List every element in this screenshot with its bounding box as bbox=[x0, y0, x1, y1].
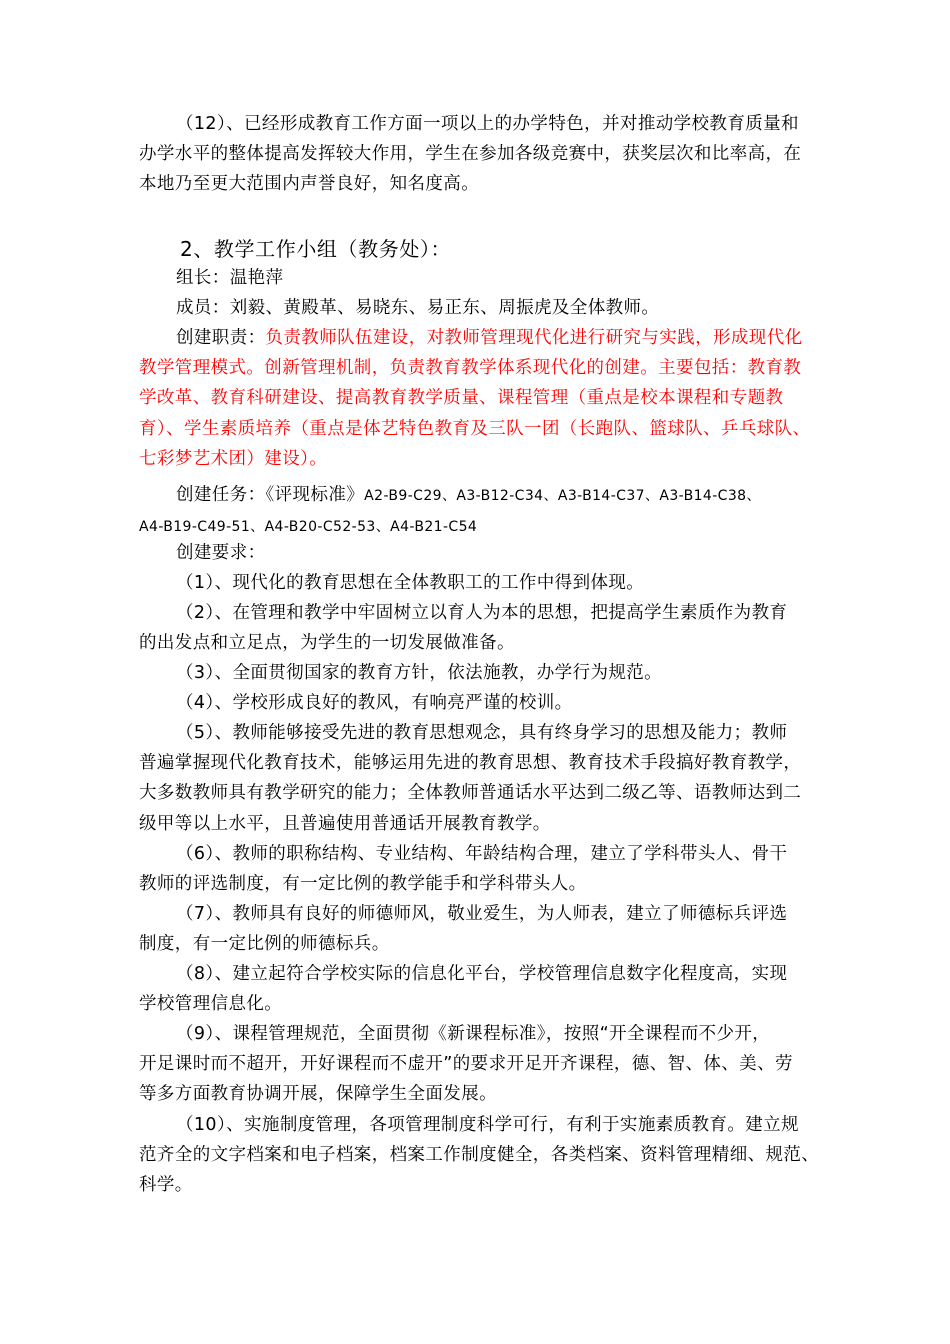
duties-line-1 bbox=[176, 326, 803, 350]
tasks-label: 创建任务：《评现标准》 bbox=[176, 485, 365, 505]
req-10-line-1: （10）、实施制度管理，各项管理制度科学可行，有利于实施素质教育。建立规 bbox=[176, 1115, 799, 1135]
req-10-line-2: 范齐全的文字档案和电子档案，档案工作制度健全，各类档案、资料管理精细、规范、 bbox=[139, 1145, 820, 1165]
section-heading: 2、教学工作小组（教务处）： bbox=[180, 237, 452, 261]
duties-line-5: 七彩梦艺术团）建设）。 bbox=[139, 449, 328, 469]
group-members: 成员：刘毅、黄殿革、易晓东、易正东、周振虎及全体教师。 bbox=[176, 298, 660, 318]
duties-label: 创建职责： bbox=[176, 328, 266, 348]
req-3: （3）、全面贯彻国家的教育方针，依法施教，办学行为规范。 bbox=[176, 663, 663, 683]
tasks-codes-2: A4-B19-C49-51、A4-B20-C52-53、A4-B21-C54 bbox=[139, 519, 478, 535]
req-7-line-2: 制度，有一定比例的师德标兵。 bbox=[139, 934, 390, 954]
req-8-line-2: 学校管理信息化。 bbox=[139, 994, 283, 1014]
req-9-line-1: （9）、课程管理规范，全面贯彻《新课程标准》，按照“开全课程而不少开， bbox=[176, 1024, 771, 1044]
req-2-line-1: （2）、在管理和教学中牢固树立以育人为本的思想，把提高学生素质作为教育 bbox=[176, 603, 788, 623]
req-9-line-3: 等多方面教育协调开展，保障学生全面发展。 bbox=[139, 1084, 497, 1104]
paragraph-12-line-1: （12）、已经形成教育工作方面一项以上的办学特色，并对推动学校教育质量和 bbox=[176, 114, 799, 134]
requirements-label: 创建要求： bbox=[176, 543, 266, 563]
req-5-line-1: （5）、教师能够接受先进的教育思想观念，具有终身学习的思想及能力；教师 bbox=[176, 723, 788, 743]
req-1: （1）、现代化的教育思想在全体教职工的工作中得到体现。 bbox=[176, 573, 645, 593]
duties-line-4: 育）、学生素质培养（重点是体艺特色教育及三队一团（长跑队、篮球队、乒乓球队、 bbox=[139, 419, 811, 439]
duties-text: 负责教师队伍建设，对教师管理现代化进行研究与实践，形成现代化 bbox=[265, 328, 803, 348]
tasks-line-1 bbox=[176, 483, 761, 508]
duties-line-2: 教学管理模式。创新管理机制，负责教育教学体系现代化的创建。主要包括：教育教 bbox=[139, 358, 802, 378]
duties-line-3: 学改革、教育科研建设、提高教育教学质量、课程管理（重点是校本课程和专题教 bbox=[139, 388, 784, 408]
paragraph-12-line-3: 本地乃至更大范围内声誉良好，知名度高。 bbox=[139, 174, 480, 194]
req-6-line-2: 教师的评选制度，有一定比例的教学能手和学科带头人。 bbox=[139, 874, 587, 894]
req-5-line-3: 大多数教师具有教学研究的能力；全体教师普通话水平达到二级乙等、语教师达到二 bbox=[139, 783, 802, 803]
group-leader: 组长：温艳萍 bbox=[176, 268, 284, 288]
tasks-codes-1: A2-B9-C29、A3-B12-C34、A3-B14-C37、A3-B14-C38、 bbox=[364, 488, 761, 504]
req-2-line-2: 的出发点和立足点，为学生的一切发展做准备。 bbox=[139, 633, 515, 653]
req-4: （4）、学校形成良好的教风，有响亮严谨的校训。 bbox=[176, 693, 573, 713]
paragraph-12-line-2: 办学水平的整体提高发挥较大作用，学生在参加各级竞赛中，获奖层次和比率高，在 bbox=[139, 144, 802, 164]
req-5-line-2: 普遍掌握现代化教育技术，能够运用先进的教育思想、教育技术手段搞好教育教学， bbox=[139, 753, 802, 773]
req-10-line-3: 科学。 bbox=[139, 1175, 193, 1195]
req-5-line-4: 级甲等以上水平，且普遍使用普通话开展教育教学。 bbox=[139, 814, 551, 834]
req-9-line-2: 开足课时而不超开，开好课程而不虚开”的要求开足开齐课程，德、智、体、美、劳 bbox=[139, 1054, 793, 1074]
req-8-line-1: （8）、建立起符合学校实际的信息化平台，学校管理信息数字化程度高，实现 bbox=[176, 964, 788, 984]
req-7-line-1: （7）、教师具有良好的师德师风，敬业爱生，为人师表，建立了师德标兵评选 bbox=[176, 904, 788, 924]
req-6-line-1: （6）、教师的职称结构、专业结构、年龄结构合理，建立了学科带头人、骨干 bbox=[176, 844, 788, 864]
